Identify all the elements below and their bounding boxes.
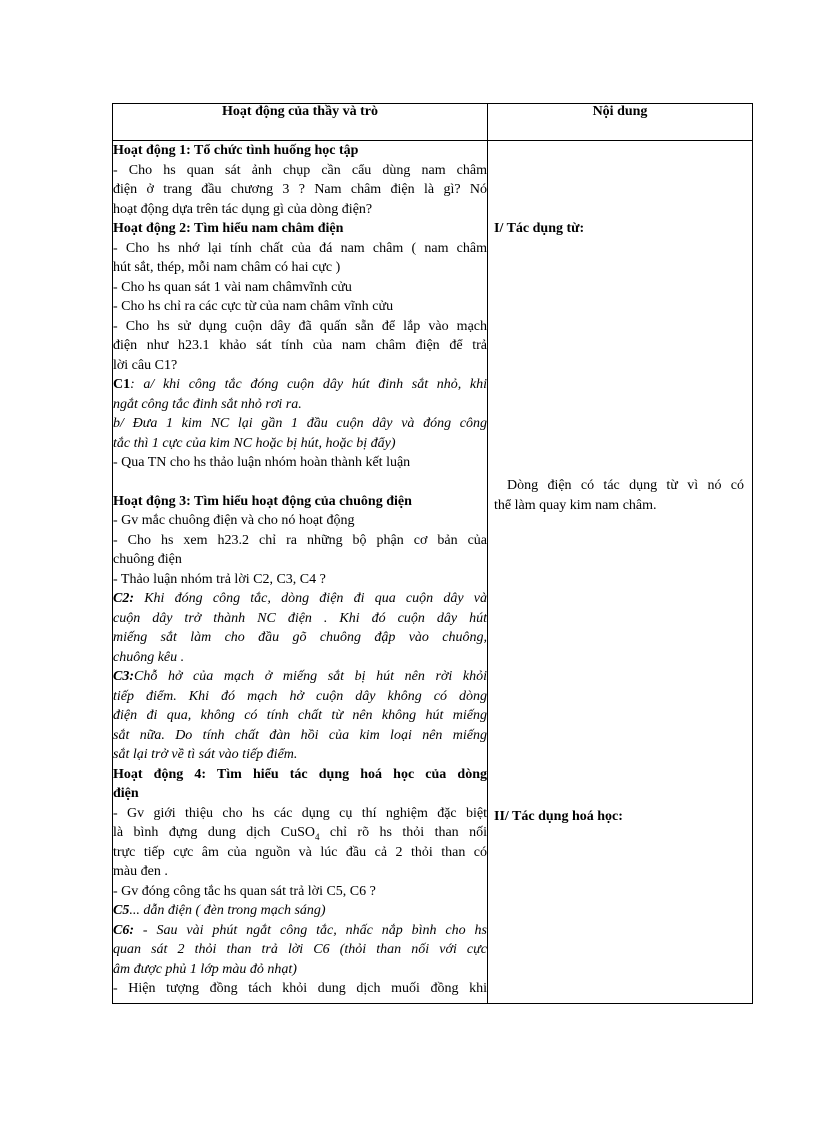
section-chemical-effect: II/ Tác dụng hoá học: [494,809,623,824]
c6-answer-line: quan sát 2 thỏi than trả lời C6 (thỏi than nối với cực [113,942,487,957]
spacer [113,473,487,492]
text-line: - Cho hs quan sát 1 vài nam châmvĩnh cửu [113,279,352,295]
c2-answer-line: cuộn dây trở thành NC điện . Khi đó cuộn dây hút [113,610,487,626]
c3-label: C3: [113,669,134,684]
table-header-row [113,104,753,141]
lesson-table [112,103,753,1004]
c6-text: - Sau vài phút ngắt công tắc, nhấc nắp bình cho hs [134,922,487,938]
c1-answer-line: tắc thì 1 cực của kim NC hoặc bị hút, hoặc bị đẩy) [113,435,396,451]
text-line: - Gv giới thiệu cho hs các dụng cụ thí nghiệm đặc biệt [113,805,487,821]
c2-label: C2: [113,591,134,606]
activity-3-title: Hoạt động 3: Tìm hiểu hoạt động của chuông điện [113,493,412,509]
c1-answer-line [113,375,487,395]
text-line: - Cho hs xem h23.2 chỉ ra những bộ phận cơ bản của [113,532,487,548]
c3-answer-line: tiếp điểm. Khi đó mạch hở cuộn dây không có dòng [113,688,487,704]
c6-label: C6: [113,922,134,938]
header-activities: Hoạt động của thầy và trò [113,104,488,141]
subscript: 4 [315,831,320,842]
text-line: màu đen . [113,864,168,879]
text-line [113,823,487,843]
header-content: Nội dung [488,104,753,141]
activity-4-title-cont: điện [113,786,139,801]
activity-1-title: Hoạt động 1: Tổ chức tình huống học tập [113,143,359,158]
text-line: - Gv đóng công tắc hs quan sát trả lời C5, C6 ? [113,883,376,899]
conclusion-text [494,476,744,515]
text-line: hút sắt, thép, mỗi nam châm có hai cực ) [113,260,341,275]
c2-answer-line: miếng sắt làm cho đầu gõ chuông đập vào chuông, [113,630,487,645]
c1-answer-line: ngắt công tắc đinh sắt nhỏ rơi ra. [113,396,302,412]
c5-answer-line [113,901,487,921]
text-line: - Gv mắc chuông điện và cho nó hoạt động [113,513,355,528]
section-magnetic-effect: I/ Tác dụng từ: [494,221,585,236]
conclusion-line: Dòng điện có tác dụng từ vì nó có [507,478,744,493]
c5-text: ... dẫn điện ( đèn trong mạch sáng) [129,903,326,918]
c1-text: : a/ khi công tắc đóng cuộn dây hút đinh sắt nhỏ, khi [130,377,487,392]
text-line: - Cho hs quan sát ảnh chụp cần cẩu dùng nam châm [113,162,487,178]
c1-label: C1 [113,377,131,392]
c2-text: Khi đóng công tắc, dòng điện đi qua cuộn dây và [134,591,487,606]
c1-answer-line: b/ Đưa 1 kim NC lại gần 1 đầu cuộn dây và đóng công [113,416,487,431]
c6-answer-line [113,921,487,941]
text-line: - Hiện tượng đồng tách khỏi dung dịch muối đồng khi [113,981,487,996]
text-line: hoạt động dựa trên tác dụng gì của dòng điện? [113,201,373,217]
text-fragment: chỉ rõ hs thỏi than nối [319,825,487,840]
text-line: điện ở trang đầu chương 3 ? Nam châm điện là gì? Nó [113,182,487,197]
text-line: điện như h23.1 khảo sát tính của nam châm điện để trả [113,338,487,353]
text-line: - Cho hs chỉ ra các cực từ của nam châm vĩnh cửu [113,299,394,314]
table-body-row [113,141,753,1004]
c2-answer-line: chuông kêu . [113,649,185,665]
text-line: - Cho hs nhớ lại tính chất của đá nam châm ( nam châm [113,240,487,256]
text-line: lời câu C1? [113,357,178,373]
text-fragment: là bình đựng dung dịch CuSO [113,825,315,840]
text-line: - Thảo luận nhóm trả lời C2, C3, C4 ? [113,571,326,587]
conclusion-line: thể làm quay kim nam châm. [494,497,657,513]
c5-label: C5 [113,903,130,918]
c3-text: Chỗ hở của mạch ở miếng sắt bị hút nên rời khỏi [134,669,487,684]
c6-answer-line: âm được phủ 1 lớp màu đỏ nhạt) [113,961,297,977]
c3-answer-line [113,667,487,687]
content-cell [488,141,753,1004]
activities-cell [113,141,488,1004]
c2-answer-line [113,589,487,609]
activity-2-title: Hoạt động 2: Tìm hiểu nam châm điện [113,221,344,236]
c3-answer-line: điện đi qua, không có tính chất từ nên không hút miếng [113,708,487,723]
c3-answer-line: sắt nữa. Do tính chất đàn hồi của kim loại nên miếng [113,727,487,743]
text-line: - Cho hs sử dụng cuộn dây đã quấn sẵn để lắp vào mạch [113,318,487,334]
activity-4-title: Hoạt động 4: Tìm hiểu tác dụng hoá học của dòng [113,766,487,782]
text-line: - Qua TN cho hs thảo luận nhóm hoàn thành kết luận [113,455,411,470]
c3-answer-line: sắt lại trở về tì sát vào tiếp điểm. [113,747,298,762]
text-line: trực tiếp cực âm của nguồn và lúc đầu cả 2 thỏi than có [113,844,487,860]
text-line: chuông điện [113,552,182,567]
